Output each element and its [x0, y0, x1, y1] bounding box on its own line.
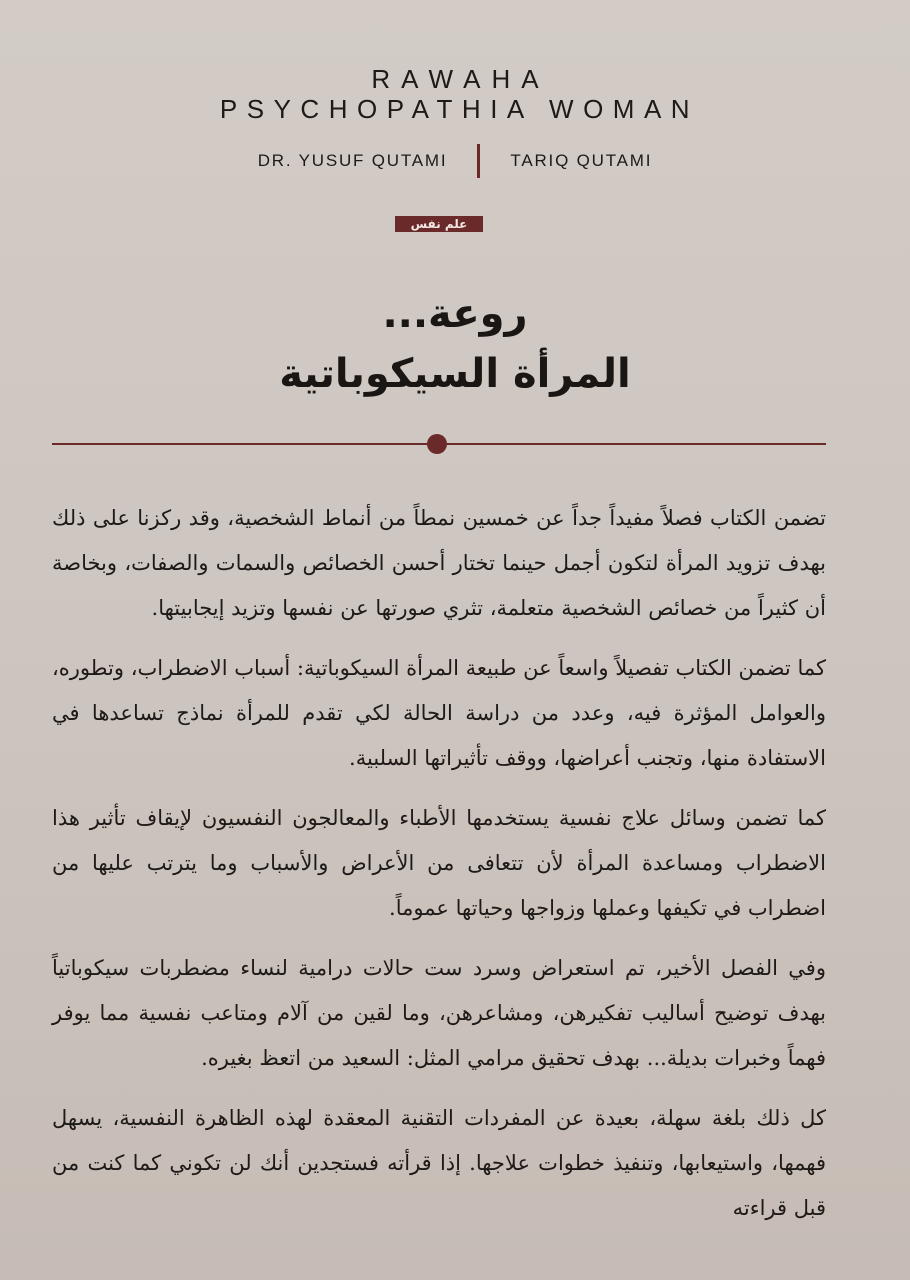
article-body	[52, 496, 826, 1246]
book-title-line2: PSYCHOPATHIA WOMAN	[219, 94, 700, 124]
author-tariq: TARIQ QUTAMI	[510, 151, 653, 170]
paragraph-5: كل ذلك بلغة سهلة، بعيدة عن المفردات التقنية المعقدة لهذه الظاهرة النفسية، يسهل فهمها، واستيعابها، وتنفيذ خطوات علاجها. إذا قرأته فستجدين أنك لن تكوني كما كنت من قبل قراءته	[52, 1106, 826, 1220]
article-title-line2: المرأة السيكوباتية	[279, 351, 631, 397]
paragraph-3: كما تضمن وسائل علاج نفسية يستخدمها الأطباء والمعالجون النفسيون لإيقاف تأثير هذا الاضطراب ومساعدة المرأة لأن تتعافى من الأعراض والأسباب وما يترتب عليها من اضطراب في تكيفها وعملها وزواجها وحياتها عموماً.	[52, 806, 826, 920]
authors-row	[0, 144, 910, 178]
book-header	[0, 64, 910, 178]
book-title-line1: RAWAHA	[371, 64, 550, 94]
author-yusuf: DR. YUSUF QUTAMI	[257, 151, 448, 170]
article-title	[0, 285, 910, 405]
paragraph-4: وفي الفصل الأخير، تم استعراض وسرد ست حالات درامية لنساء مضطربات سيكوباتياً بهدف توضيح أساليب تفكيرهن، ومشاعرهن، وما لقين من آلام ومتاعب نفسية مما يوفر فهماً وخبرات بديلة... بهدف تحقيق مرامي المثل: السعيد من اتعظ بغيره.	[52, 956, 826, 1070]
paragraph-1: تضمن الكتاب فصلاً مفيداً جداً عن خمسين نمطاً من أنماط الشخصية، وقد ركزنا على ذلك بهدف تزويد المرأة لتكون أجمل حينما تختار أحسن الخصائص والسمات والصفات، وبخاصة أن كثيراً من خصائص الشخصية متعلمة، تثري صورتها عن نفسها وتزيد إيجابيتها.	[52, 506, 826, 620]
divider-dot	[427, 434, 447, 454]
paragraph-2: كما تضمن الكتاب تفصيلاً واسعاً عن طبيعة المرأة السيكوباتية: أسباب الاضطراب، وتطوره، والعوامل المؤثرة فيه، وعدد من دراسة الحالة لكي تقدم للمرأة نماذج تساعدها في الاستفادة منها، وتجنب أعراضها، ووقف تأثيراتها السلبية.	[52, 656, 826, 770]
author-separator	[477, 144, 480, 178]
article-title-line1: روعة...	[382, 291, 528, 337]
category-tag: علم نفس	[395, 216, 483, 232]
